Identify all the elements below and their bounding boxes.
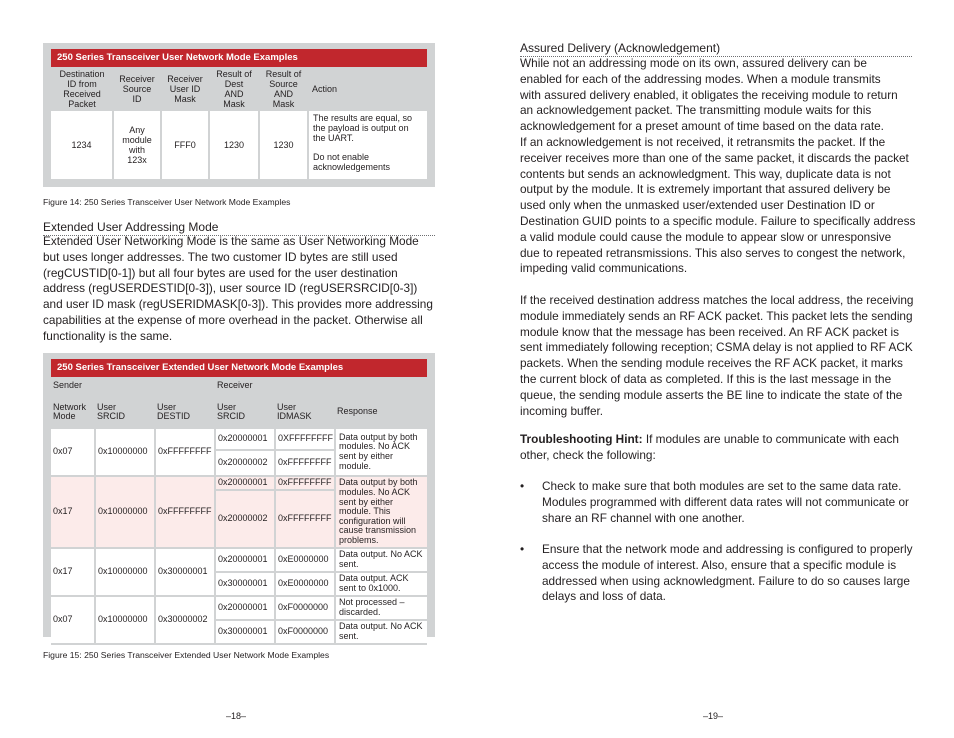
text-line: share an RF channel with one another. bbox=[542, 510, 745, 525]
sender-destid-cell: 0xFFFFFFFF bbox=[155, 476, 215, 548]
header-line: Destination bbox=[59, 69, 105, 79]
text-line: a valid module could cause the module to appear slow or unresponsive bbox=[520, 229, 892, 244]
table-row bbox=[51, 476, 427, 490]
receiver-srcid-cell: 0x20000001 bbox=[215, 596, 275, 620]
text-line: functionality is the same. bbox=[43, 328, 173, 343]
receiver-idmask-cell: 0xF0000000 bbox=[275, 596, 335, 620]
text-line: module immediately sends an RF ACK packet. This packet lets the sending bbox=[520, 308, 913, 323]
cell-line: The results are equal, so bbox=[313, 113, 413, 123]
assured-paragraph bbox=[520, 56, 915, 419]
user-network-mode-table bbox=[43, 43, 435, 187]
text-line: packets. When the sending module receives the RF ACK packet, it marks bbox=[520, 356, 903, 371]
table-header-row bbox=[51, 395, 427, 429]
dest-id-cell: 1234 bbox=[51, 111, 113, 179]
header-line: Received bbox=[63, 89, 101, 99]
text-line: delays and loss of data. bbox=[542, 589, 666, 604]
cell-line: module bbox=[122, 135, 152, 145]
text-line: and user ID mask (regUSERIDMASK[0-3]). This provides more addressing bbox=[43, 297, 433, 312]
receiver-idmask-cell: 0xFFFFFFFF bbox=[275, 490, 335, 548]
column-header bbox=[51, 395, 95, 429]
right-page bbox=[477, 0, 954, 738]
text-line: If the received destination address matches the local address, the receiving bbox=[520, 292, 914, 307]
extended-paragraph bbox=[43, 234, 433, 345]
header-line: Mask bbox=[223, 99, 245, 109]
header-line: User bbox=[157, 401, 177, 412]
hint-label: Troubleshooting Hint: bbox=[520, 432, 643, 446]
text-line: but uses longer addresses. The two customer ID bytes are still used bbox=[43, 249, 398, 264]
receiver-idmask-cell: 0xE0000000 bbox=[275, 572, 335, 596]
response-cell: Data output. No ACK sent. bbox=[335, 620, 427, 644]
text-line: Ensure that the network mode and addressing is configured to properly bbox=[542, 542, 913, 556]
table-header-row bbox=[51, 67, 427, 111]
text-line: addressed when using acknowledgment. Failure to do so causes large bbox=[542, 573, 910, 588]
text-line: module know that the message has been received. An RF ACK packet is bbox=[520, 324, 900, 339]
receiver-group-label: Receiver bbox=[217, 380, 253, 391]
table-row bbox=[51, 429, 427, 450]
text-line: address (regUSERDESTID[0-3]), user source ID (regUSERSRCID[0-3]) bbox=[43, 281, 418, 296]
column-header bbox=[155, 395, 215, 429]
source-and-mask-cell: 1230 bbox=[259, 111, 308, 179]
network-mode-cell: 0x17 bbox=[51, 548, 95, 596]
receiver-srcid-cell: 0x30000001 bbox=[215, 572, 275, 596]
header-line: Mask bbox=[272, 99, 295, 109]
header-line: Result of bbox=[216, 69, 252, 79]
cell-line: Any bbox=[129, 125, 145, 135]
receiver-idmask-cell: 0xFFFFFFFF bbox=[275, 450, 335, 476]
sender-destid-cell: 0x30000001 bbox=[155, 548, 215, 596]
troubleshooting-hint bbox=[520, 432, 899, 464]
header-line: Mask bbox=[174, 94, 196, 104]
text-line: (regCUSTID[0-1]) but all four bytes are used for the user destination bbox=[43, 265, 398, 280]
text-line: If an acknowledgement is not received, it retransmits the packet. If the bbox=[520, 134, 886, 149]
header-line: Receiver bbox=[119, 74, 155, 84]
page-number: –18– bbox=[226, 711, 247, 721]
sender-destid-cell: 0x30000002 bbox=[155, 596, 215, 644]
bullet-dot: • bbox=[520, 542, 525, 556]
header-line: IDMASK bbox=[277, 411, 312, 421]
response-cell: Data output. ACK sent to 0x1000. bbox=[335, 572, 427, 596]
text-line: Destination GUID points to a specific module. Failure to specifically address bbox=[520, 213, 916, 228]
cell-line: with bbox=[128, 145, 145, 155]
header-line: Dest bbox=[224, 79, 244, 89]
column-header bbox=[275, 395, 335, 429]
table-row bbox=[51, 548, 427, 572]
network-mode-cell: 0x17 bbox=[51, 476, 95, 548]
column-header bbox=[95, 395, 155, 429]
text-line: queue, the sending module asserts the BE line to indicate the state of the bbox=[520, 387, 903, 402]
receiver-srcid-cell: 0x20000001 bbox=[215, 429, 275, 450]
header-line: DESTID bbox=[157, 411, 191, 421]
column-header bbox=[259, 67, 308, 111]
bullet-dot: • bbox=[520, 479, 525, 493]
text-line: enabled for each of the addressing modes. When a module transmits bbox=[520, 71, 881, 86]
receiver-srcid-cell: 0x30000001 bbox=[215, 620, 275, 644]
header-line: Source bbox=[122, 84, 152, 94]
group-header-row bbox=[51, 377, 427, 395]
text-line: acknowledgement for a preset amount of time based on the data rate. bbox=[520, 119, 884, 134]
text-line: receiver receives more than one of the same packet, it discards the packet bbox=[520, 150, 909, 165]
text-line: an acknowledgement packet. The transmitting module waits for this bbox=[520, 103, 872, 118]
assured-heading: Assured Delivery (Acknowledgement) bbox=[520, 41, 912, 57]
network-mode-cell: 0x07 bbox=[51, 429, 95, 476]
header-line: ID bbox=[132, 94, 142, 104]
text-line: sent immediately following reception; CSMA delay is not applied to RF ACK bbox=[520, 340, 913, 355]
receiver-srcid-cell: 0x20000002 bbox=[215, 490, 275, 548]
header-line: SRCID bbox=[97, 411, 126, 421]
network-mode-cell: 0x07 bbox=[51, 596, 95, 644]
sender-group-label: Sender bbox=[53, 380, 83, 391]
column-header bbox=[51, 67, 113, 111]
column-header bbox=[215, 395, 275, 429]
cell-line: 123x bbox=[127, 155, 147, 165]
text-line: access the module of interest. Also, ensure that a specific module is bbox=[542, 557, 897, 572]
header-line: AND bbox=[273, 89, 293, 99]
table-row bbox=[51, 111, 427, 179]
sender-destid-cell: 0xFFFFFFFF bbox=[155, 429, 215, 476]
column-header bbox=[161, 67, 209, 111]
receiver-idmask-cell: 0xE0000000 bbox=[275, 548, 335, 572]
text-line: incoming buffer. bbox=[520, 403, 604, 418]
text-line: the current block of data as completed. If this is the last message in the bbox=[520, 371, 892, 386]
header-line: Packet bbox=[68, 99, 96, 109]
column-header bbox=[209, 67, 259, 111]
table2-grid bbox=[51, 377, 427, 645]
blank-line bbox=[520, 277, 915, 293]
bullet-text bbox=[542, 542, 913, 605]
header-line: User bbox=[277, 401, 297, 412]
column-header bbox=[308, 67, 427, 111]
text-line: due to repeated retransmissions. This also serves to congest the network, bbox=[520, 245, 906, 260]
hint-text-line2: other, check the following: bbox=[520, 447, 656, 462]
header-line: Network bbox=[53, 401, 87, 412]
text-line: contents but sends an acknowledgment. This way, duplicate data is not bbox=[520, 166, 891, 181]
sender-srcid-cell: 0x10000000 bbox=[95, 429, 155, 476]
text-line: with assured delivery enabled, it obligates the receiving module to return bbox=[520, 87, 898, 102]
header-line: Source bbox=[269, 79, 298, 89]
source-id-cell bbox=[113, 111, 161, 179]
header-line: SRCID bbox=[217, 411, 246, 421]
text-line: Modules programmed with different data rates will not communicate or bbox=[542, 494, 909, 509]
response-cell: Data output by both modules. No ACK sent by either module. This configuration will cause transmission problems. bbox=[335, 476, 427, 548]
text-line: used only when the unmasked user/extended user Destination ID or bbox=[520, 198, 875, 213]
cell-line: Do not enable bbox=[313, 152, 370, 162]
header-line: Result of bbox=[265, 69, 302, 79]
receiver-srcid-cell: 0x20000002 bbox=[215, 450, 275, 476]
table1-grid bbox=[51, 67, 427, 179]
cell-line: the payload is output on bbox=[313, 123, 409, 133]
column-header bbox=[113, 67, 161, 111]
header-line: User ID bbox=[169, 84, 201, 94]
header-line: AND bbox=[224, 89, 244, 99]
dest-and-mask-cell: 1230 bbox=[209, 111, 259, 179]
mask-cell: FFF0 bbox=[161, 111, 209, 179]
header-line: Mode bbox=[53, 411, 76, 421]
blank-line bbox=[313, 143, 423, 152]
receiver-idmask-cell: 0xF0000000 bbox=[275, 620, 335, 644]
table-title: 250 Series Transceiver User Network Mode Examples bbox=[51, 49, 427, 67]
figure14-caption: Figure 14: 250 Series Transceiver User Network Mode Examples bbox=[43, 197, 291, 207]
sender-srcid-cell: 0x10000000 bbox=[95, 596, 155, 644]
table2-body bbox=[51, 429, 427, 644]
response-cell: Not processed – discarded. bbox=[335, 596, 427, 620]
text-line: output by the module. It is extremely important that assured delivery be bbox=[520, 182, 891, 197]
receiver-idmask-cell: 0XFFFFFFFF bbox=[275, 429, 335, 450]
header-line: Receiver bbox=[167, 74, 203, 84]
table-title: 250 Series Transceiver Extended User Network Mode Examples bbox=[51, 359, 427, 377]
hint-text: If modules are unable to communicate with each bbox=[642, 432, 899, 446]
header-line: Action bbox=[312, 84, 338, 94]
receiver-idmask-cell: 0xFFFFFFFF bbox=[275, 476, 335, 490]
sender-srcid-cell: 0x10000000 bbox=[95, 548, 155, 596]
bullet-text bbox=[542, 479, 909, 526]
sender-srcid-cell: 0x10000000 bbox=[95, 476, 155, 548]
figure15-caption: Figure 15: 250 Series Transceiver Extended User Network Mode Examples bbox=[43, 650, 330, 660]
extended-user-network-mode-table bbox=[43, 353, 435, 641]
header-line: User bbox=[97, 401, 117, 412]
cell-line: the UART. bbox=[313, 133, 354, 143]
receiver-srcid-cell: 0x20000001 bbox=[215, 548, 275, 572]
receiver-srcid-cell: 0x20000001 bbox=[215, 476, 275, 490]
table-row bbox=[51, 596, 427, 620]
text-line: Extended User Networking Mode is the same as User Networking Mode bbox=[43, 234, 419, 248]
extended-heading: Extended User Addressing Mode bbox=[43, 220, 435, 236]
cell-line: acknowledgements bbox=[313, 162, 391, 172]
header-line: User bbox=[217, 401, 237, 412]
response-cell: Data output. No ACK sent. bbox=[335, 548, 427, 572]
column-header: Response bbox=[337, 406, 378, 417]
header-line: ID from bbox=[67, 79, 97, 89]
text-line: impeding valid communications. bbox=[520, 261, 688, 276]
page-number: –19– bbox=[703, 711, 724, 721]
text-line: While not an addressing mode on its own, assured delivery can be bbox=[520, 56, 867, 70]
response-cell: Data output by both modules. No ACK sent by either module. bbox=[335, 429, 427, 476]
action-cell bbox=[308, 111, 427, 179]
text-line: Check to make sure that both modules are set to the same data rate. bbox=[542, 479, 902, 493]
text-line: capabilities at the expense of more overhead in the packet. Otherwise all bbox=[43, 312, 423, 327]
